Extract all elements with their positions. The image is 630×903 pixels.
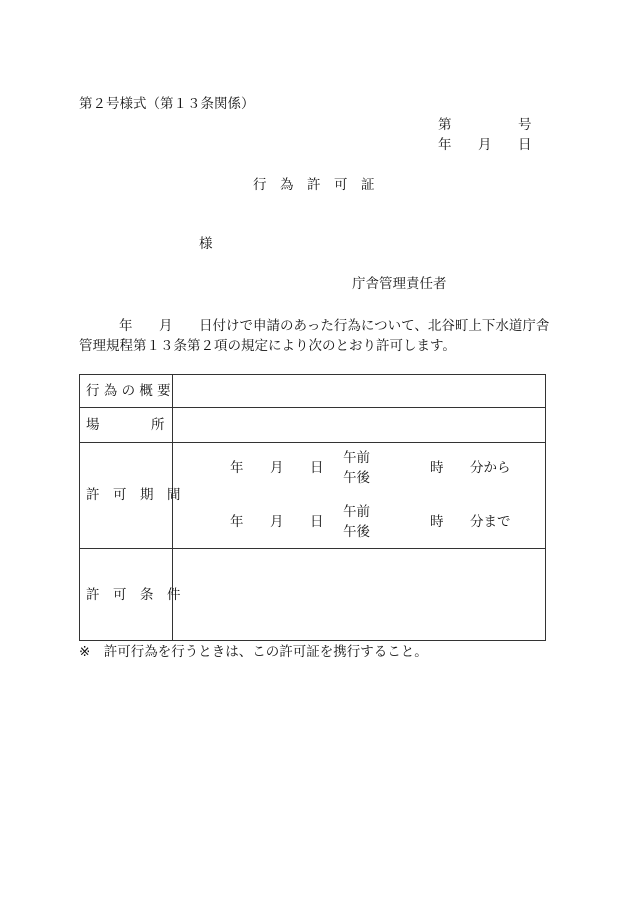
label-permit-conditions: 許 可 条 件 xyxy=(86,587,181,603)
period-from-pm: 午後 xyxy=(343,470,370,486)
form-number: 第２号様式（第１３条関係） xyxy=(79,96,255,112)
table-row-divider xyxy=(80,407,545,408)
period-to-minute: 分まで xyxy=(470,514,511,530)
addressee-suffix: 様 xyxy=(199,236,213,252)
body-line1: 日付けで申請のあった行為について、北谷町上下水道庁舎 xyxy=(199,318,550,334)
doc-date-month: 月 xyxy=(478,137,492,153)
period-from-month: 月 xyxy=(270,460,284,476)
label-activity-summary: 行 為 の 概 要 xyxy=(86,383,171,399)
period-to-day: 日 xyxy=(310,514,324,530)
table-row-divider xyxy=(80,548,545,549)
label-place-left: 場 xyxy=(86,417,100,433)
period-from-minute: 分から xyxy=(470,460,511,476)
period-to-am: 午前 xyxy=(343,504,370,520)
period-to-year: 年 xyxy=(230,514,244,530)
body-month: 月 xyxy=(159,318,173,334)
table-row-divider xyxy=(80,442,545,443)
period-from-year: 年 xyxy=(230,460,244,476)
permit-table xyxy=(79,374,546,641)
period-to-hour: 時 xyxy=(430,514,444,530)
label-permit-period: 許 可 期 間 xyxy=(86,487,181,503)
period-from-day: 日 xyxy=(310,460,324,476)
doc-number-go: 号 xyxy=(518,117,532,133)
doc-number-dai: 第 xyxy=(438,117,452,133)
period-to-month: 月 xyxy=(270,514,284,530)
doc-date-day: 日 xyxy=(518,137,532,153)
period-from-am: 午前 xyxy=(343,450,370,466)
doc-date-year: 年 xyxy=(438,137,452,153)
issuer: 庁舎管理責任者 xyxy=(352,276,447,292)
label-place-right: 所 xyxy=(151,417,165,433)
body-line2: 管理規程第１３条第２項の規定により次のとおり許可します。 xyxy=(79,338,456,354)
period-to-pm: 午後 xyxy=(343,524,370,540)
document-title: 行 為 許 可 証 xyxy=(253,177,375,193)
body-year: 年 xyxy=(119,318,133,334)
footnote: ※ 許可行為を行うときは、この許可証を携行すること。 xyxy=(79,644,428,660)
period-from-hour: 時 xyxy=(430,460,444,476)
